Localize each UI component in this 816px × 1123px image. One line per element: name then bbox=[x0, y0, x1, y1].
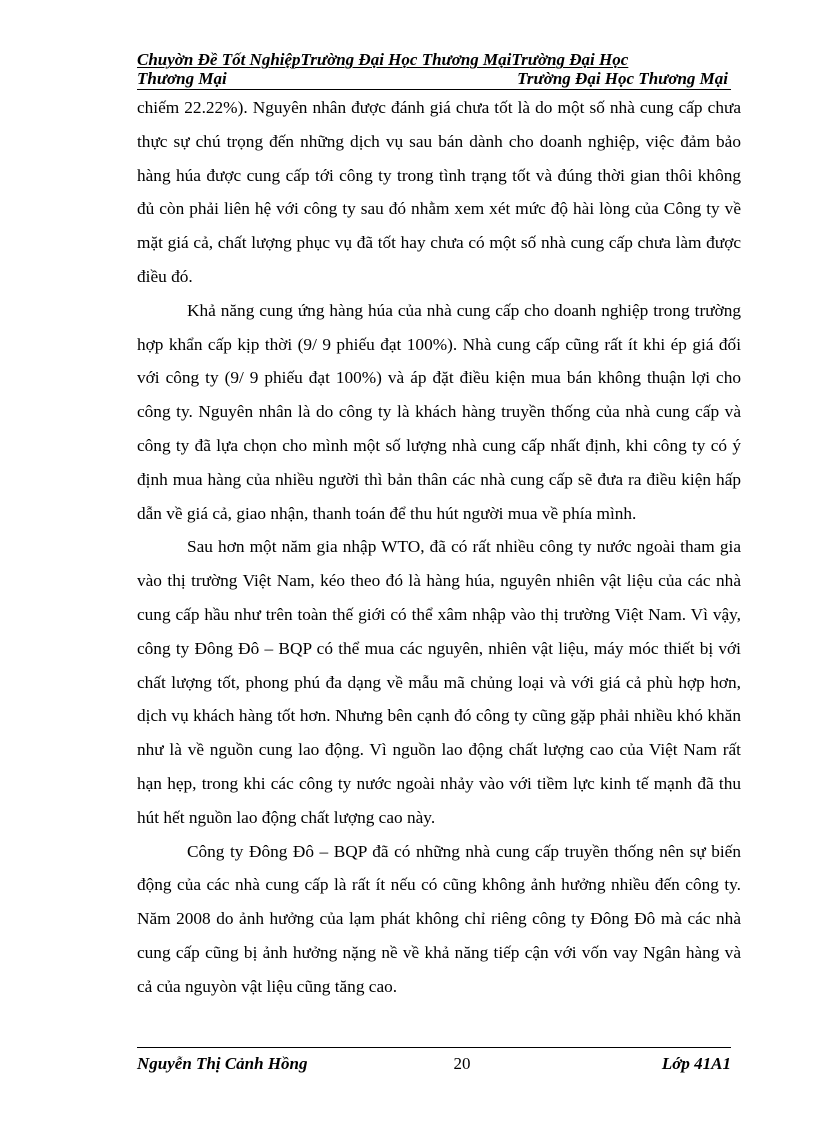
header-title-line: Chuyờn Đề Tốt NghiệpTrường Đại Học Thương MạiTrường Đại Học bbox=[137, 50, 629, 69]
paragraph-1: chiếm 22.22%). Nguyên nhân được đánh giá chưa tốt là do một số nhà cung cấp chưa thực sự chú trọng đến những dịch vụ sau bán dành cho doanh nghiệp, việc đảm bảo hàng húa được cung cấp tới công ty trong tình trạng tốt và đúng thời gian thôi không đủ còn phải liên hệ với công ty sau đó nhằm xem xét mức độ hài lòng của Công ty về mặt giá cả, chất lượng phục vụ đã tốt hay chưa có một số nhà cung cấp chưa làm được điều đó. bbox=[137, 98, 741, 286]
paragraph-4: Công ty Đông Đô – BQP đã có những nhà cung cấp truyền thống nên sự biến động của các nhà cung cấp là rất ít nếu có cũng không ảnh hưởng nhiều đến công ty. Năm 2008 do ảnh hưởng của lạm phát không chỉ riêng công ty Đông Đô mà các nhà cung cấp cũng bị ảnh hưởng nặng nề về khả năng tiếp cận với vốn vay Ngân hàng và cả của nguyòn vật liệu cũng tăng cao. bbox=[137, 841, 741, 996]
page-header bbox=[137, 50, 731, 90]
header-left-text: Thương Mại bbox=[137, 69, 227, 88]
body-content bbox=[137, 91, 741, 1004]
paragraph-3: Sau hơn một năm gia nhập WTO, đã có rất nhiều công ty nước ngoài tham gia vào thị trường Việt Nam, kéo theo đó là hàng húa, nguyên nhiên vật liệu của các nhà cung cấp hầu như trên toàn thế giới có thể xâm nhập vào thị trường Việt Nam. Vì vậy, công ty Đông Đô – BQP có thể mua các nguyên, nhiên vật liệu, máy móc thiết bị với chất lượng tốt, phong phú đa dạng về mẫu mã chủng loại và với giá cả phù hợp hơn, dịch vụ khách hàng tốt hơn. Nhưng bên cạnh đó công ty cũng gặp phải nhiều khó khăn như là về nguồn cung lao động. Vì nguồn lao động chất lượng cao của Việt Nam rất hạn hẹp, trong khi các công ty nước ngoài nhảy vào với tiềm lực kinh tế mạnh đã thu hút hết nguồn lao động chất lượng cao này. bbox=[137, 537, 741, 827]
page-footer bbox=[137, 1052, 731, 1076]
footer-divider bbox=[137, 1047, 731, 1048]
page-number: 20 bbox=[453, 1054, 471, 1073]
header-right-text: Trường Đại Học Thương Mại bbox=[517, 69, 728, 88]
footer-class: Lớp 41A1 bbox=[661, 1054, 731, 1073]
footer-author: Nguyễn Thị Cảnh Hồng bbox=[137, 1054, 308, 1073]
header-second-line bbox=[137, 69, 731, 88]
paragraph-2: Khả năng cung ứng hàng húa của nhà cung cấp cho doanh nghiệp trong trường hợp khẩn cấp kịp thời (9/ 9 phiếu đạt 100%). Nhà cung cấp cũng rất ít khi ép giá đối với công ty (9/ 9 phiếu đạt 100%) và áp đặt điều kiện mua bán không thuận lợi cho công ty. Nguyên nhân là do công ty là khách hàng truyền thống của nhà cung cấp và công ty đã lựa chọn cho mình một số lượng nhà cung cấp nhất định, khi công ty có ý định mua hàng của nhiều người thì bản thân các nhà cung cấp sẽ đưa ra điều kiện hấp dẫn về giá cả, giao nhận, thanh toán để thu hút người mua về phía mình. bbox=[137, 300, 741, 523]
